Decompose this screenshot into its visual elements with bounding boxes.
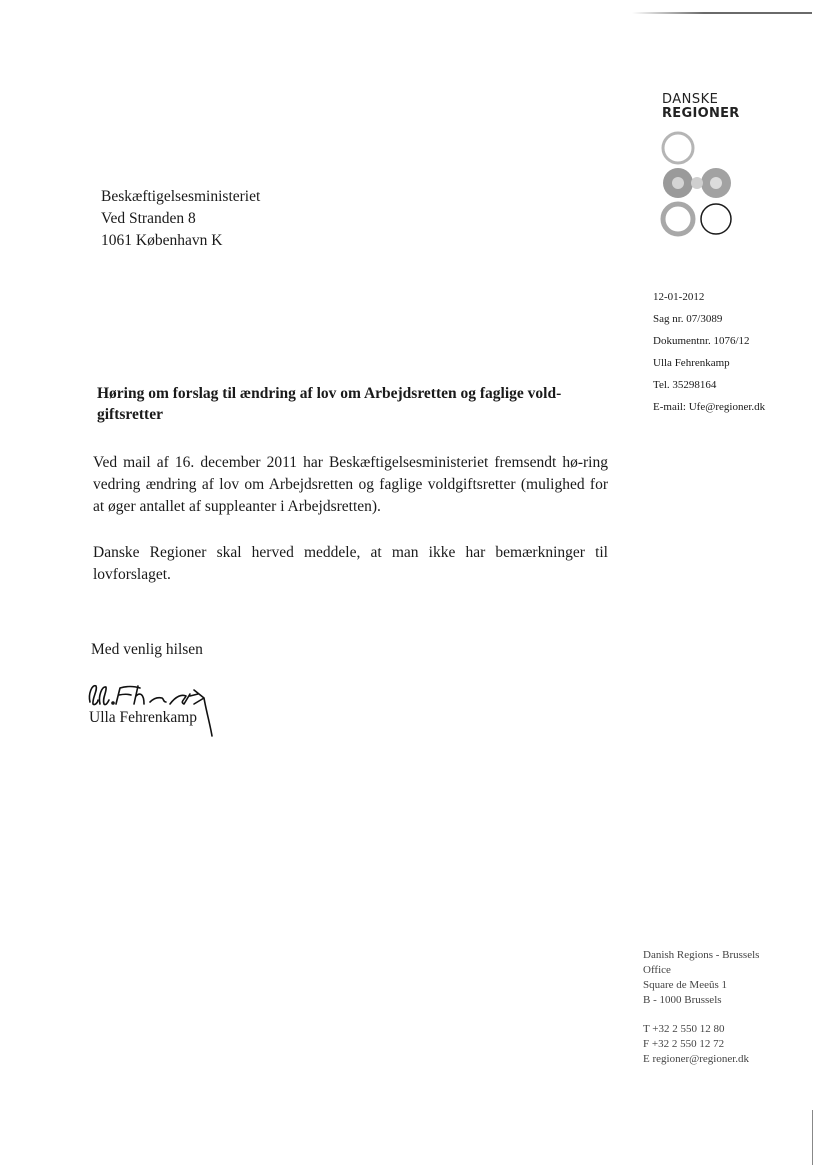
body-paragraph-2: Danske Regioner skal herved meddele, at man ikke har bemærkninger til lovforslaget. <box>93 544 608 583</box>
letter-subject: Høring om forslag til ændring af lov om Arbejdsretten og faglige vold-giftsretter <box>97 385 562 423</box>
footer-line-3: Square de Meeûs 1 <box>643 979 728 991</box>
document-number: Dokumentnr. 1076/12 <box>653 335 750 347</box>
office-footer <box>643 948 759 1067</box>
recipient-name: Beskæftigelsesministeriet <box>101 188 261 205</box>
scan-artifact-right <box>812 1110 813 1165</box>
logo <box>662 93 740 121</box>
letter-date: 12-01-2012 <box>653 291 705 303</box>
logo-line-2: REGIONER <box>662 106 740 121</box>
contact-email: E-mail: Ufe@regioner.dk <box>653 401 766 413</box>
contact-phone: Tel. 35298164 <box>653 379 717 391</box>
scan-artifact-top <box>632 12 812 14</box>
body-paragraph-1: Ved mail af 16. december 2011 har Beskæftigelsesministeriet fremsendt hø-ring vedring ændring af lov om Arbejdsretten og faglige voldgiftsretter (mulighed for at øger antallet af suppleanter i Arbejdsretten). <box>93 454 608 515</box>
closing-phrase: Med venlig hilsen <box>91 641 203 658</box>
contact-name: Ulla Fehrenkamp <box>653 357 730 369</box>
case-number: Sag nr. 07/3089 <box>653 313 723 325</box>
footer-fax: F +32 2 550 12 72 <box>643 1038 725 1050</box>
footer-line-4: B - 1000 Brussels <box>643 994 722 1006</box>
recipient-city: 1061 København K <box>101 232 223 249</box>
letter-meta <box>653 286 765 418</box>
recipient-address <box>101 186 260 252</box>
regions-logo-icon <box>660 131 740 241</box>
footer-phone: T +32 2 550 12 80 <box>643 1023 725 1035</box>
logo-line-1: DANSKE <box>662 92 719 107</box>
recipient-street: Ved Stranden 8 <box>101 210 196 227</box>
footer-line-1: Danish Regions - Brussels <box>643 949 760 961</box>
footer-line-2: Office <box>643 964 671 976</box>
footer-email: E regioner@regioner.dk <box>643 1053 750 1065</box>
signer-name: Ulla Fehrenkamp <box>89 709 198 726</box>
